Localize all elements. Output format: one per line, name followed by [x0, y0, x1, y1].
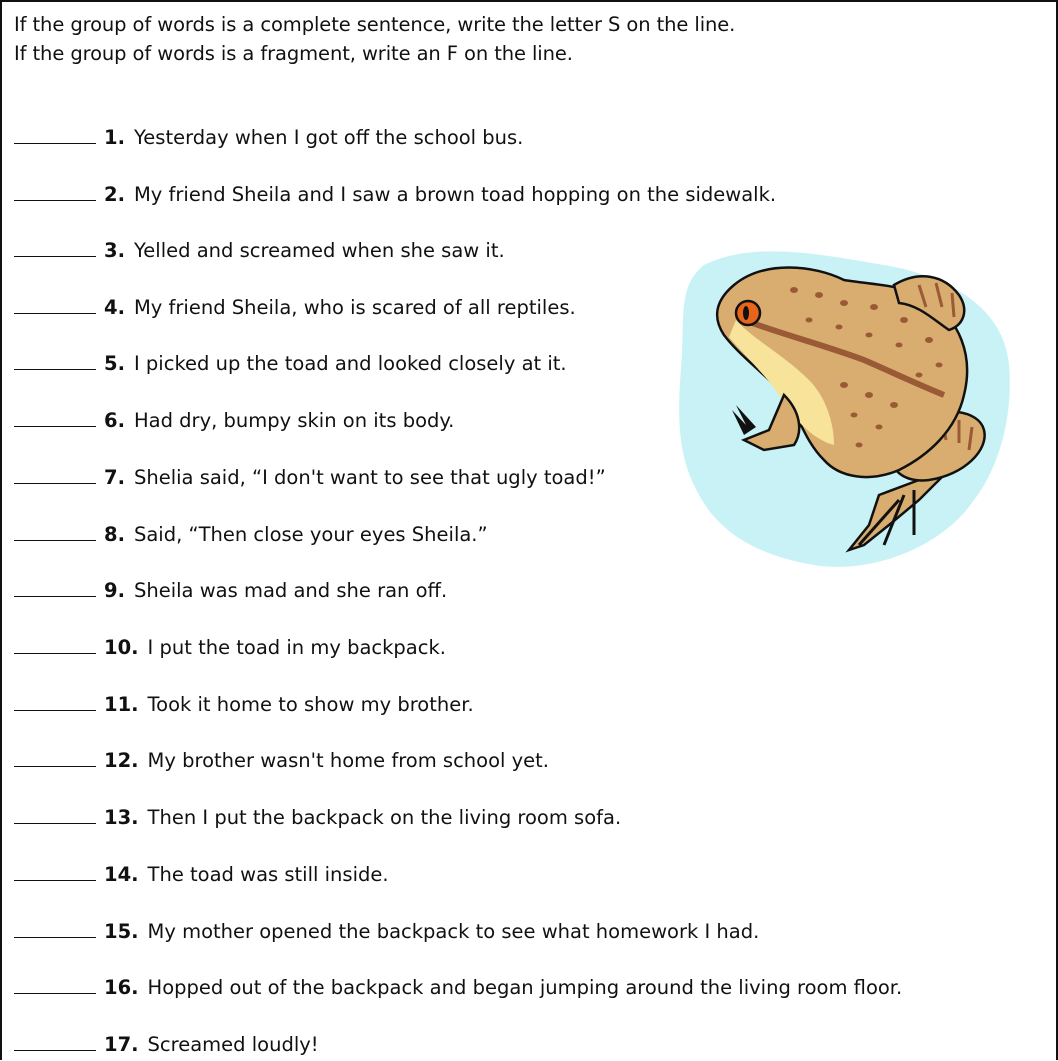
item-number: 2.	[104, 183, 125, 206]
instructions	[14, 10, 735, 68]
item-text: Took it home to show my brother.	[147, 693, 474, 716]
list-item	[14, 1029, 319, 1061]
answer-blank[interactable]	[14, 236, 96, 257]
item-number: 17.	[104, 1033, 139, 1056]
list-item	[14, 292, 576, 324]
answer-blank[interactable]	[14, 576, 96, 597]
list-item	[14, 575, 447, 607]
item-number: 9.	[104, 579, 125, 602]
item-number: 16.	[104, 976, 139, 999]
item-text: My friend Sheila, who is scared of all reptiles.	[133, 296, 576, 319]
list-item	[14, 802, 621, 834]
answer-blank[interactable]	[14, 690, 96, 711]
list-item	[14, 462, 606, 494]
item-text: My friend Sheila and I saw a brown toad hopping on the sidewalk.	[133, 183, 777, 206]
item-text: Hopped out of the backpack and began jumping around the living room floor.	[147, 976, 903, 999]
toad-pupil	[743, 306, 749, 320]
item-text: Sheila was mad and she ran off.	[133, 579, 448, 602]
answer-blank[interactable]	[14, 973, 96, 994]
list-item	[14, 519, 488, 551]
item-number: 15.	[104, 920, 139, 943]
item-text: Had dry, bumpy skin on its body.	[133, 409, 455, 432]
item-number: 1.	[104, 126, 125, 149]
item-text: My mother opened the backpack to see what homework I had.	[147, 920, 760, 943]
item-number: 14.	[104, 863, 139, 886]
item-number: 12.	[104, 749, 139, 772]
answer-blank[interactable]	[14, 803, 96, 824]
item-text: The toad was still inside.	[147, 863, 389, 886]
list-item	[14, 405, 454, 437]
item-number: 5.	[104, 352, 125, 375]
item-number: 7.	[104, 466, 125, 489]
item-text: Screamed loudly!	[147, 1033, 319, 1056]
answer-blank[interactable]	[14, 180, 96, 201]
item-number: 11.	[104, 693, 139, 716]
answer-blank[interactable]	[14, 520, 96, 541]
item-text: Then I put the backpack on the living room sofa.	[147, 806, 622, 829]
answer-blank[interactable]	[14, 123, 96, 144]
list-item	[14, 632, 446, 664]
answer-blank[interactable]	[14, 463, 96, 484]
toad-icon	[674, 245, 1014, 575]
answer-blank[interactable]	[14, 633, 96, 654]
item-text: Yelled and screamed when she saw it.	[133, 239, 505, 262]
item-text: Said, “Then close your eyes Sheila.”	[133, 523, 488, 546]
list-item	[14, 972, 902, 1004]
item-number: 13.	[104, 806, 139, 829]
answer-blank[interactable]	[14, 860, 96, 881]
answer-blank[interactable]	[14, 746, 96, 767]
item-number: 4.	[104, 296, 125, 319]
list-item	[14, 122, 523, 154]
item-text: Yesterday when I got off the school bus.	[133, 126, 524, 149]
answer-blank[interactable]	[14, 293, 96, 314]
item-text: Shelia said, “I don't want to see that ugly toad!”	[133, 466, 606, 489]
instruction-line-1: If the group of words is a complete sentence, write the letter S on the line.	[14, 13, 736, 36]
list-item	[14, 859, 389, 891]
item-number: 10.	[104, 636, 139, 659]
instruction-line-2: If the group of words is a fragment, write an F on the line.	[14, 42, 573, 65]
list-item	[14, 179, 776, 211]
list-item	[14, 745, 549, 777]
item-number: 3.	[104, 239, 125, 262]
answer-blank[interactable]	[14, 349, 96, 370]
list-item	[14, 235, 505, 267]
list-item	[14, 689, 474, 721]
item-number: 6.	[104, 409, 125, 432]
answer-blank[interactable]	[14, 917, 96, 938]
list-item	[14, 916, 759, 948]
answer-blank[interactable]	[14, 1030, 96, 1051]
answer-blank[interactable]	[14, 406, 96, 427]
item-text: My brother wasn't home from school yet.	[147, 749, 550, 772]
item-text: I put the toad in my backpack.	[147, 636, 446, 659]
item-text: I picked up the toad and looked closely at it.	[133, 352, 567, 375]
item-number: 8.	[104, 523, 125, 546]
list-item	[14, 348, 567, 380]
